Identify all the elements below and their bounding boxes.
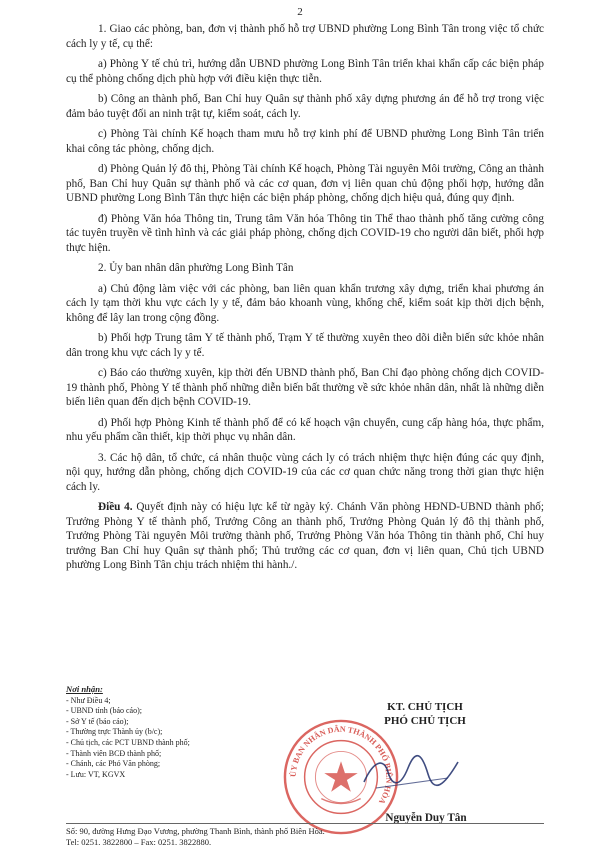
recipient-item: - Như Điều 4;: [66, 695, 111, 705]
handwritten-signature-icon: [356, 748, 466, 798]
page-number: 2: [297, 6, 303, 18]
recipient-item: - Thường trực Thành ủy (b/c);: [66, 727, 163, 737]
signature-line-1: KT. CHỦ TỊCH: [387, 701, 463, 713]
paragraph: b) Phối hợp Trung tâm Y tế thành phố, Trạm Y tế thường xuyên theo dõi diễn biến sức khỏe nhân dân trong khu vực cách ly y tế.: [66, 332, 544, 359]
paragraph: 3. Các hộ dân, tổ chức, cá nhân thuộc vùng cách ly có trách nhiệm thực hiện đúng các quy định, nội quy, hướng dẫn phòng, chống dịch COVID-19 của các cơ quan chức năng trong thời gian thực hiện cách ly.: [66, 451, 544, 493]
recipient-item: - Thành viên BCĐ thành phố;: [66, 748, 162, 758]
recipient-item: - Sở Y tế (báo cáo);: [66, 716, 129, 726]
recipient-item: - Lưu: VT, KGVX: [66, 769, 126, 779]
signature-line-2: PHÓ CHỦ TỊCH: [384, 715, 466, 727]
recipients-title: Nơi nhận:: [66, 684, 103, 694]
paragraph: d) Phối hợp Phòng Kinh tế thành phố để có kế hoạch vận chuyển, cung cấp hàng hóa, thực phẩm, nhu yếu phẩm cần thiết, kịp thời phục vụ nhân dân.: [66, 416, 544, 443]
paragraph: b) Công an thành phố, Ban Chỉ huy Quân sự thành phố xây dựng phương án để hỗ trợ trong việc đảm bảo tuyệt đối an ninh trật tự, kiểm soát, cách ly.: [66, 93, 544, 120]
footer-contact: Tel: 0251. 3822800 – Fax: 0251. 3822880.: [66, 837, 212, 847]
paragraph: c) Phòng Tài chính Kế hoạch tham mưu hỗ trợ kinh phí để UBND phường Long Bình Tân triển khai công tác phòng, chống dịch.: [66, 128, 544, 155]
article-4-label: Điều 4.: [98, 501, 133, 513]
recipient-item: - UBND tỉnh (báo cáo);: [66, 706, 142, 716]
paragraph: 1. Giao các phòng, ban, đơn vị thành phố hỗ trợ UBND phường Long Bình Tân trong việc tổ chức cách ly y tế, cụ thể:: [66, 23, 544, 50]
footer-address: Số: 90, đường Hưng Đạo Vương, phường Thanh Bình, thành phố Biên Hòa.: [66, 826, 325, 836]
paragraph: d) Phòng Quản lý đô thị, Phòng Tài chính Kế hoạch, Phòng Tài nguyên Môi trường, Công an thành phố, Ban Chỉ huy Quân sự thành phố và các cơ quan, đơn vị liên quan chủ động phối hợp, hướng dẫn UBND phường Long Bình Tân thực hiện các biện pháp phòng, chống dịch hiệu quả, đúng quy định.: [66, 163, 544, 204]
paragraph: đ) Phòng Văn hóa Thông tin, Trung tâm Văn hóa Thông tin Thể thao thành phố tăng cường công tác tuyên truyền về tình hình và các giải pháp phòng, chống dịch COVID-19 cho người dân biết, phối hợp thực hiện.: [66, 212, 544, 254]
article-4-text: Quyết định này có hiệu lực kể từ ngày ký. Chánh Văn phòng HĐND-UBND thành phố; Trưởng Phòng Y tế thành phố, Trưởng Công an thành phố, Trưởng Phòng Quản lý đô thị thành phố, Trưởng Phòng Tài nguyên Môi trường thành phố, Trưởng Phòng Văn hóa Thông tin thành phố, Chỉ huy trưởng Ban Chỉ huy Quân sự thành phố; Thủ trưởng các cơ quan, đơn vị liên quan, Chủ tịch UBND phường Long Bình Tân chịu trách nhiệm thi hành./.: [66, 501, 545, 571]
decision-body: [66, 22, 544, 579]
recipient-item: - Chủ tịch, các PCT UBND thành phố;: [66, 737, 190, 747]
paragraph: a) Chủ động làm việc với các phòng, ban liên quan khẩn trương xây dựng, triển khai phương án cách ly tạm thời khu vực cách ly y tế, đảm bảo khoanh vùng, khống chế, kiểm soát kịp thời dịch bệnh, không để lây lan trong cộng đồng.: [66, 282, 544, 324]
signer-name: Nguyễn Duy Tân: [385, 812, 467, 824]
footer: [66, 823, 544, 848]
recipient-item: - Chánh, các Phó Văn phòng;: [66, 759, 161, 769]
paragraph: c) Báo cáo thường xuyên, kịp thời đến UBND thành phố, Ban Chỉ đạo phòng chống dịch COVID-19 thành phố, Phòng Y tế thành phố những diễn biến bất thường về sức khỏe nhân dân, nhất là những diễn biến liên quan đến dịch bệnh COVID-19.: [66, 367, 544, 408]
footer-divider: [66, 823, 544, 824]
recipients-block: [66, 684, 286, 780]
article-4: [66, 500, 544, 573]
paragraph: a) Phòng Y tế chủ trì, hướng dẫn UBND phường Long Bình Tân triển khai khẩn cấp các biện pháp cụ thể phòng chống dịch phù hợp với điều kiện thực tiễn.: [66, 58, 544, 85]
seal-text: ỦY BAN NHÂN DÂN THÀNH PHỐ BIÊN HÒA: [288, 724, 394, 806]
paragraph: 2. Ủy ban nhân dân phường Long Bình Tân: [98, 262, 294, 274]
